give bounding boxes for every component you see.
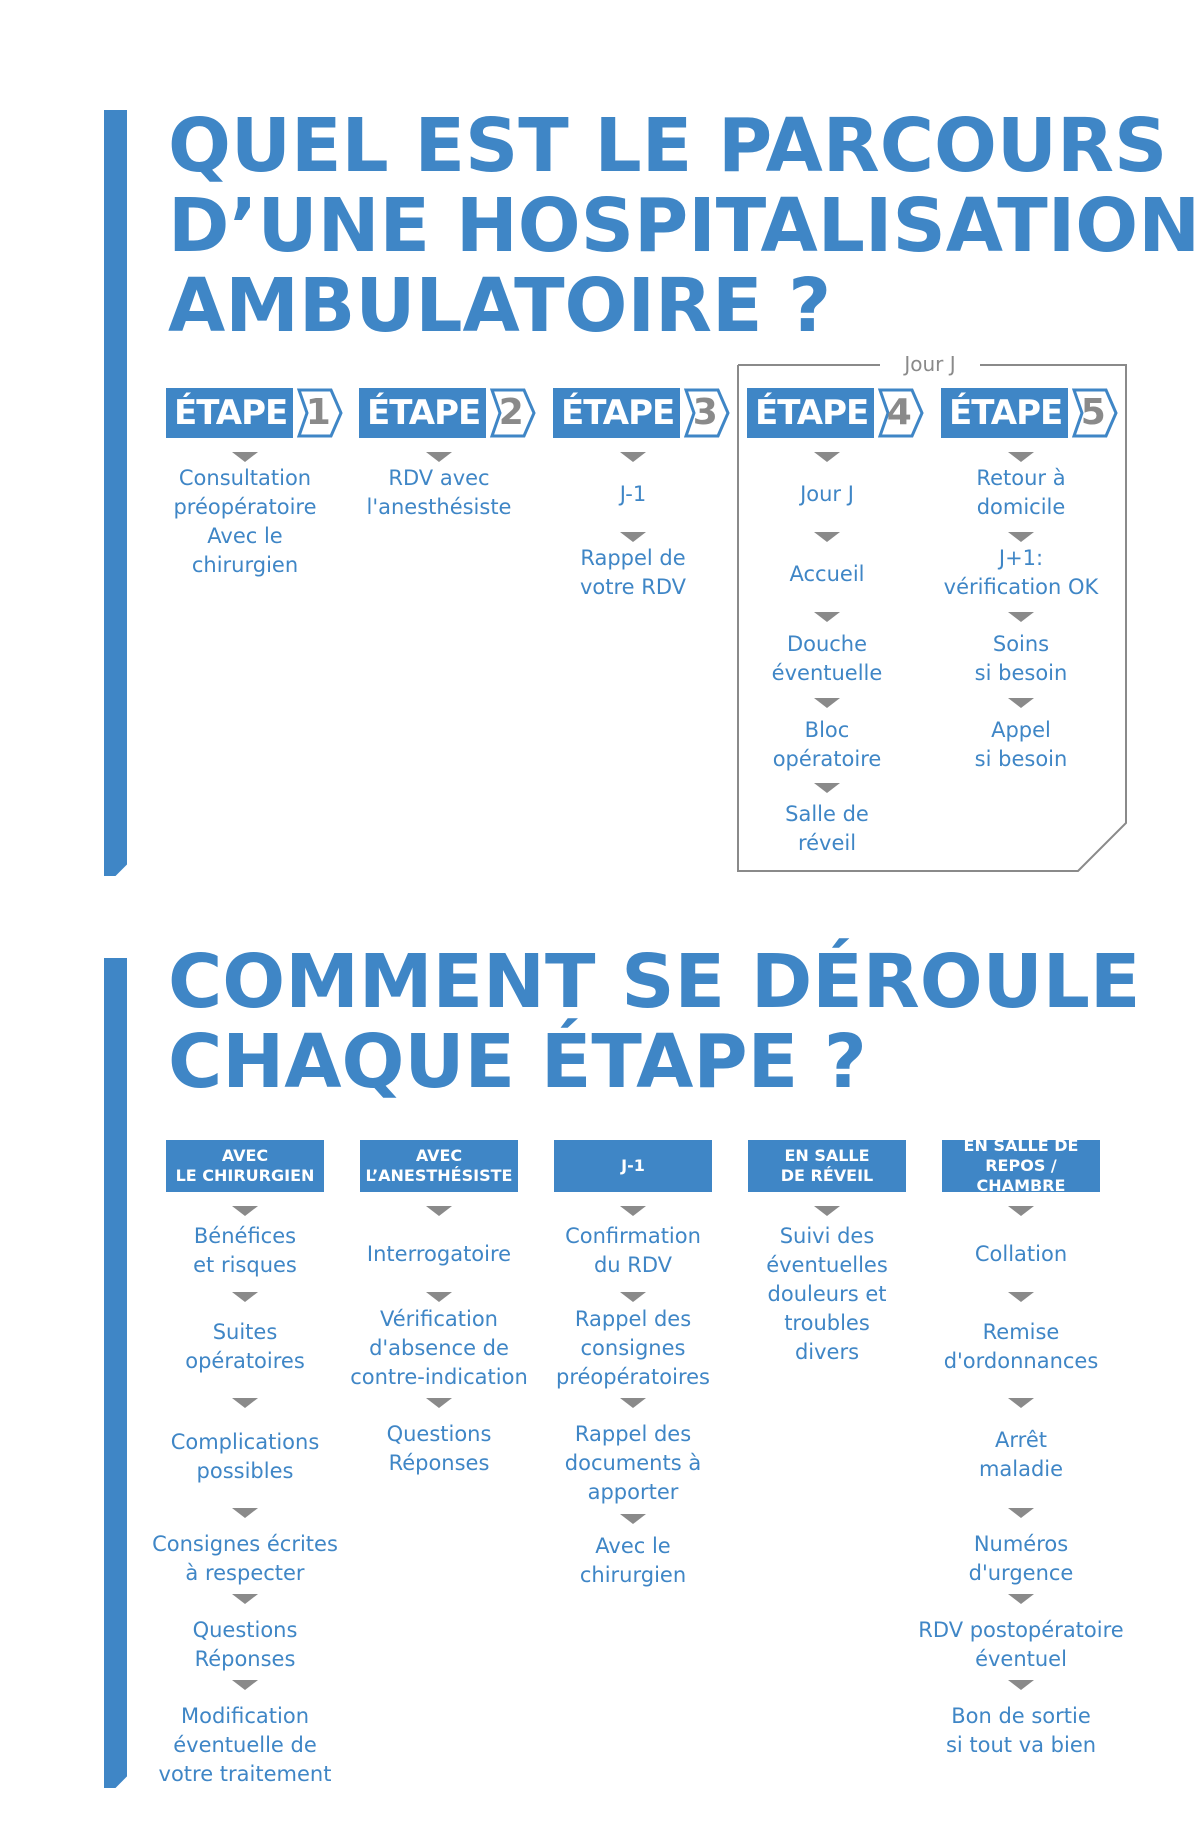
detail-item: RDV postopératoire éventuel	[918, 1618, 1124, 1671]
down-arrow-icon	[620, 452, 646, 462]
column-header: AVEC L’ANESTHÉSISTE	[360, 1140, 518, 1192]
down-arrow-icon	[620, 1206, 646, 1216]
down-arrow-icon	[426, 1206, 452, 1216]
down-arrow-icon	[620, 532, 646, 542]
step-number: 1	[305, 392, 331, 433]
down-arrow-icon	[1008, 1508, 1034, 1518]
detail-item: Rappel des documents à apporter	[564, 1422, 702, 1504]
step-item: Accueil	[789, 562, 865, 586]
down-arrow-icon	[232, 1508, 258, 1518]
step-item: Salle de réveil	[785, 802, 869, 855]
detail-item: Numéros d'urgence	[968, 1532, 1074, 1585]
section1-accent-bar	[104, 110, 127, 876]
detail-item: Consignes écrites à respecter	[152, 1532, 338, 1585]
detail-item: Collation	[974, 1242, 1068, 1266]
step-item: Jour J	[800, 482, 854, 506]
step-badge-4	[747, 388, 924, 438]
step-label: ÉTAPE	[359, 388, 486, 438]
step-number: 4	[886, 392, 912, 433]
down-arrow-icon	[1008, 612, 1034, 622]
down-arrow-icon	[232, 1680, 258, 1690]
down-arrow-icon	[1008, 1680, 1034, 1690]
detail-item: Confirmation du RDV	[565, 1224, 701, 1277]
step-number: 2	[498, 392, 524, 433]
down-arrow-icon	[1008, 1594, 1034, 1604]
detail-item: Bénéfices et risques	[193, 1224, 297, 1277]
section2-title-line: CHAQUE ÉTAPE ?	[168, 1019, 867, 1105]
section1-title-line: AMBULATOIRE ?	[168, 263, 832, 349]
step-item: Douche éventuelle	[771, 632, 883, 685]
step-number-hexagon	[874, 388, 924, 438]
down-arrow-icon	[1008, 698, 1034, 708]
down-arrow-icon	[1008, 1292, 1034, 1302]
section1-title-line: QUEL EST LE PARCOURS	[168, 103, 1168, 189]
down-arrow-icon	[426, 1292, 452, 1302]
step-item: Rappel de votre RDV	[579, 546, 687, 599]
step-item: J+1: vérification OK	[943, 546, 1099, 599]
detail-item: Bon de sortie si tout va bien	[945, 1704, 1097, 1757]
down-arrow-icon	[232, 1292, 258, 1302]
down-arrow-icon	[232, 1206, 258, 1216]
down-arrow-icon	[1008, 452, 1034, 462]
detail-item: Rappel des consignes préopératoires	[556, 1307, 710, 1389]
down-arrow-icon	[620, 1398, 646, 1408]
down-arrow-icon	[426, 452, 452, 462]
step-number: 5	[1080, 392, 1106, 433]
step-badge-5	[941, 388, 1118, 438]
section2-accent-bar	[104, 958, 127, 1788]
down-arrow-icon	[814, 1206, 840, 1216]
step-number-hexagon	[680, 388, 730, 438]
down-arrow-icon	[232, 1398, 258, 1408]
down-arrow-icon	[426, 1398, 452, 1408]
down-arrow-icon	[814, 783, 840, 793]
step-item: Bloc opératoire	[772, 718, 882, 771]
detail-item: Interrogatoire	[366, 1242, 512, 1266]
step-number: 3	[692, 392, 718, 433]
column-header: J-1	[554, 1140, 712, 1192]
detail-item: Suivi des éventuelles douleurs et troubles divers	[766, 1224, 888, 1364]
step-label: ÉTAPE	[747, 388, 874, 438]
detail-item: Avec le chirurgien	[579, 1534, 687, 1587]
down-arrow-icon	[1008, 1206, 1034, 1216]
down-arrow-icon	[814, 698, 840, 708]
step-number-hexagon	[293, 388, 343, 438]
detail-item: Modification éventuelle de votre traitement	[158, 1704, 332, 1786]
detail-item: Remise d'ordonnances	[943, 1320, 1099, 1373]
detail-item: Arrêt maladie	[978, 1428, 1064, 1481]
detail-item: Questions Réponses	[386, 1422, 492, 1475]
down-arrow-icon	[232, 1594, 258, 1604]
step-item: Consultation préopératoire Avec le chirurgien	[173, 466, 317, 577]
down-arrow-icon	[620, 1514, 646, 1524]
detail-item: Complications possibles	[170, 1430, 320, 1483]
section2-title-line: COMMENT SE DÉROULE	[168, 939, 1141, 1025]
step-number-hexagon	[486, 388, 536, 438]
step-item: Soins si besoin	[974, 632, 1068, 685]
step-item: J-1	[619, 482, 647, 506]
column-header: EN SALLE DE REPOS / CHAMBRE	[942, 1140, 1100, 1192]
section1-title-line: D’UNE HOSPITALISATION	[168, 183, 1200, 269]
detail-item: Vérification d'absence de contre-indication	[350, 1307, 528, 1389]
step-item: Retour à domicile	[976, 466, 1066, 519]
down-arrow-icon	[1008, 532, 1034, 542]
step-badge-1	[166, 388, 343, 438]
column-header: AVEC LE CHIRURGIEN	[166, 1140, 324, 1192]
down-arrow-icon	[814, 612, 840, 622]
section2-title	[168, 939, 1141, 1105]
down-arrow-icon	[232, 452, 258, 462]
section1-title	[168, 103, 1200, 349]
down-arrow-icon	[814, 452, 840, 462]
step-label: ÉTAPE	[166, 388, 293, 438]
detail-item: Suites opératoires	[185, 1320, 305, 1373]
step-badge-2	[359, 388, 536, 438]
step-badge-3	[553, 388, 730, 438]
down-arrow-icon	[620, 1292, 646, 1302]
down-arrow-icon	[1008, 1398, 1034, 1408]
step-number-hexagon	[1068, 388, 1118, 438]
step-item: RDV avec l'anesthésiste	[366, 466, 512, 519]
jour-j-frame	[736, 363, 1128, 875]
jour-j-label: Jour J	[880, 350, 980, 378]
down-arrow-icon	[814, 532, 840, 542]
step-label: ÉTAPE	[553, 388, 680, 438]
detail-item: Questions Réponses	[192, 1618, 298, 1671]
step-item: Appel si besoin	[974, 718, 1068, 771]
column-header: EN SALLE DE RÉVEIL	[748, 1140, 906, 1192]
step-label: ÉTAPE	[941, 388, 1068, 438]
